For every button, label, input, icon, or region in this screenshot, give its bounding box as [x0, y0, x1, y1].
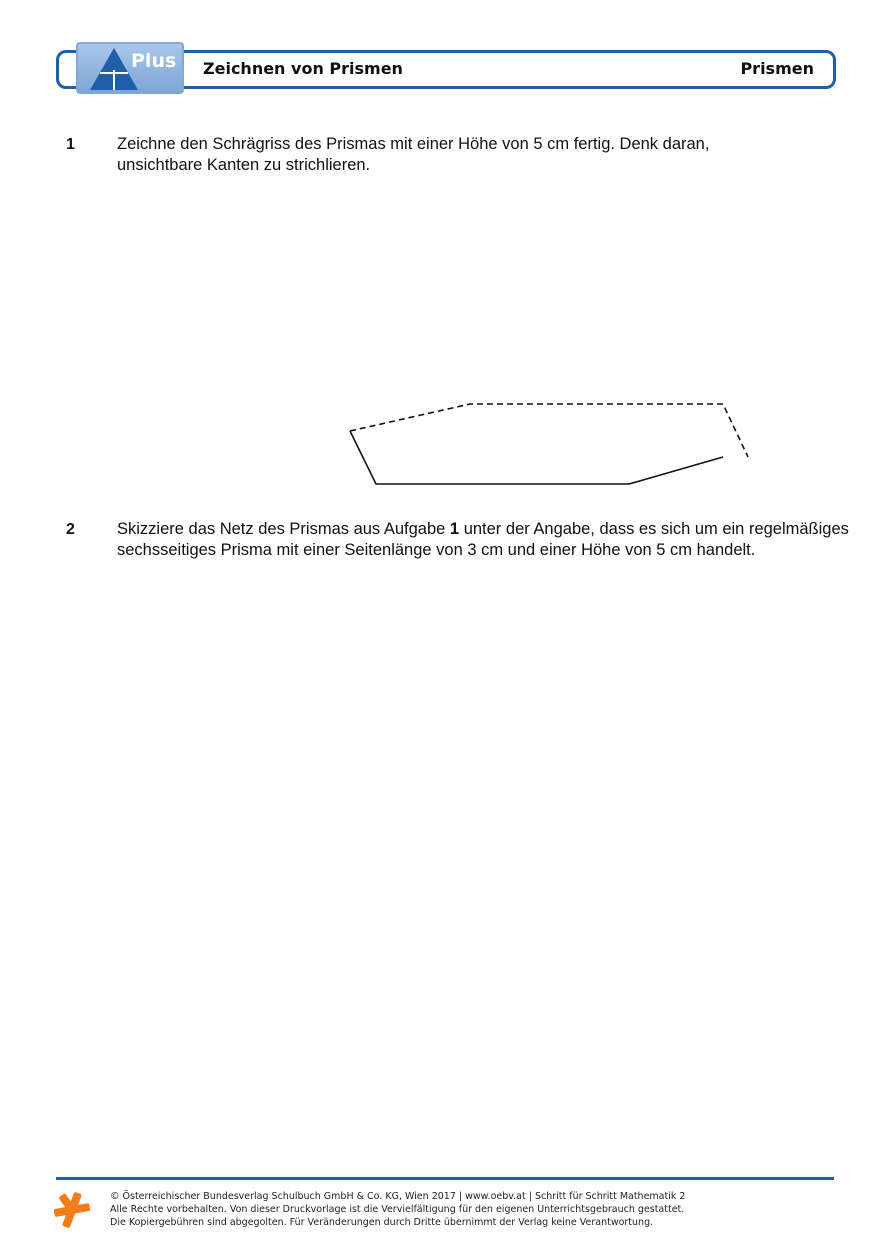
- base-hidden-edges: [350, 404, 748, 457]
- base-visible-edges: [350, 431, 723, 484]
- prism-base-drawing: [340, 395, 760, 495]
- plus-logo: [76, 42, 184, 94]
- page-title: Zeichnen von Prismen: [203, 59, 403, 78]
- oebv-asterisk-icon: [54, 1190, 90, 1230]
- task-2-text-before: Skizziere das Netz des Prismas aus Aufgabe: [117, 520, 450, 538]
- topic-label: Prismen: [740, 59, 814, 78]
- task-2-text-after: unter der Angabe, dass es sich um ein regelmäßiges sechsseitiges Prisma mit einer Seitenlänge von 3 cm und einer Höhe von 5 cm handelt.: [117, 520, 849, 559]
- task-2-number: 2: [66, 521, 75, 538]
- footer-line-1: © Österreichischer Bundesverlag Schulbuch GmbH & Co. KG, Wien 2017 | www.oebv.at | Schritt für Schritt Mathematik 2: [110, 1191, 686, 1202]
- task-2-reference: 1: [449, 520, 460, 538]
- task-2-text: [117, 519, 857, 561]
- footer-copyright: [110, 1190, 685, 1229]
- footer-line-3: Die Kopiergebühren sind abgegolten. Für Veränderungen durch Dritte übernimmt der Verlag keine Verantwortung.: [110, 1217, 654, 1228]
- task-1-text: Zeichne den Schrägriss des Prismas mit einer Höhe von 5 cm fertig. Denk daran, unsichtbare Kanten zu strichlieren.: [117, 135, 710, 174]
- task-1-number: 1: [66, 136, 75, 153]
- footer-line-2: Alle Rechte vorbehalten. Von dieser Druckvorlage ist die Vervielfältigung für den eigenen Unterrichtsgebrauch gestattet.: [110, 1204, 685, 1215]
- footer-divider: [56, 1177, 834, 1180]
- logo-text: Plus: [131, 50, 177, 72]
